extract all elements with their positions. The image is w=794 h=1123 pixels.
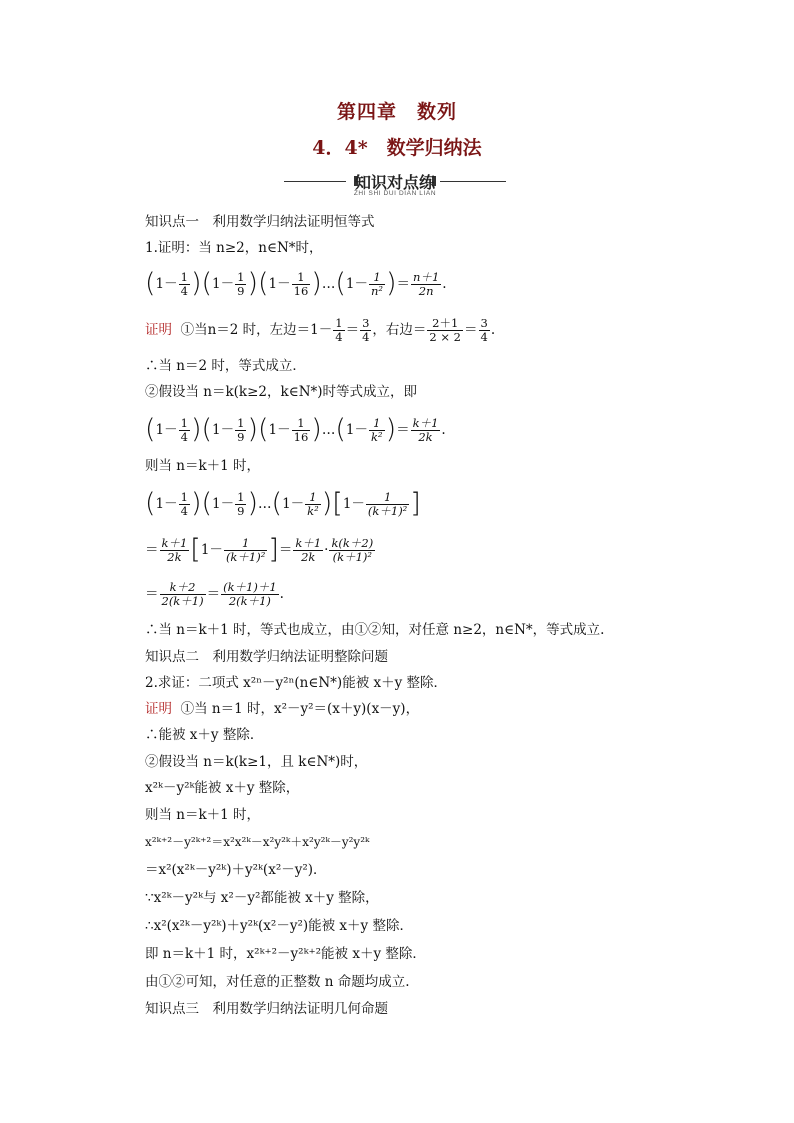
- fraction: $\frac{k+1}{2k}$: [412, 415, 439, 444]
- kp2-heading: 知识点二 利用数学归纳法证明整除问题: [145, 649, 388, 665]
- section-title: 4．4* 数学归纳法: [312, 137, 482, 159]
- fraction: $\frac{1}{4}$: [180, 489, 188, 518]
- kp1-heading: 知识点一 利用数学归纳法证明恒等式: [145, 214, 375, 230]
- fraction: $\frac{n+1}{2n}$: [413, 269, 440, 298]
- fraction: $\frac{k+1}{2k}$: [161, 535, 188, 564]
- kp2-proof-line8: ∵x²ᵏ－y²ᵏ与 x²－y²都能被 x＋y 整除，: [145, 890, 379, 906]
- proof-label: 证明: [145, 322, 172, 338]
- kp1-conclusion: ∴当 n＝k＋1 时，等式也成立，由①②知，对任意 n≥2，n∈N*，等式成立.: [145, 622, 605, 638]
- banner-title: 知识对点练: [354, 173, 435, 192]
- proof-label: 证明: [145, 701, 172, 717]
- fraction: $\frac{1}{\text{k²}}$: [307, 489, 319, 518]
- kp2-proof-line9: ∴x²(x²ᵏ－y²ᵏ)＋y²ᵏ(x²－y²)能被 x＋y 整除．: [145, 918, 413, 934]
- fraction: $\frac{1}{\text{k²}}$: [370, 415, 383, 444]
- kp2-proof-line11: 由①②可知，对任意的正整数 n 命题均成立.: [145, 974, 410, 990]
- kp2-problem: 2.求证：二项式 x²ⁿ－y²ⁿ(n∈N*)能被 x＋y 整除．: [145, 675, 448, 691]
- banner-pinyin: ZHI SHI DUI DIAN LIAN: [353, 190, 437, 197]
- kp2-proof-line7: ＝x²(x²ᵏ－y²ᵏ)＋y²ᵏ(x²－y²)．: [145, 862, 327, 878]
- fraction: $\frac{1}{\text{(k＋1)²}}$: [225, 535, 266, 564]
- fraction: $\frac{1}{4}$: [335, 315, 343, 344]
- fraction: $\frac{2+1}{2 \times 2}$: [429, 315, 462, 344]
- fraction: $\frac{k+1}{2k}$: [295, 535, 322, 564]
- fraction: $\frac{1}{9}$: [237, 415, 245, 444]
- kp1-step3: 则当 n＝k＋1 时，: [145, 458, 261, 474]
- kp2-proof-line10: 即 n＝k＋1 时，x²ᵏ⁺²－y²ᵏ⁺²能被 x＋y 整除．: [145, 946, 426, 962]
- fraction: $\frac{1}{9}$: [237, 269, 245, 298]
- fraction: $\frac{k(k+2)}{\text{(k＋1)²}}$: [331, 535, 374, 564]
- fraction: $\frac{1}{\text{(k＋1)²}}$: [367, 489, 408, 518]
- kp2-proof-line5: 则当 n＝k＋1 时，: [145, 807, 261, 823]
- fraction: $\frac{3}{4}$: [362, 315, 370, 344]
- kp2-proof-line2: ∴能被 x＋y 整除．: [145, 727, 264, 743]
- section-banner: [284, 172, 506, 200]
- fraction: $\frac{(k+1)+1}{2(k+1)}$: [223, 579, 277, 608]
- fraction: $\frac{k+2}{2(k+1)}$: [161, 579, 204, 608]
- fraction: $\frac{1}{16}$: [293, 415, 309, 444]
- kp2-proof-line4: x²ᵏ－y²ᵏ能被 x＋y 整除，: [145, 780, 300, 796]
- kp2-proof-line1: 证明 ①当 n＝1 时，x²－y²＝(x＋y)(x－y)，: [145, 701, 420, 717]
- fraction: $\frac{3}{4}$: [480, 315, 488, 344]
- kp1-expansion: ( 1－ $\frac{1}{4}$ )( 1－ $\frac{1}{9}$ ) … ( 1－ $\frac{1}{\text{k²}}$ )[ 1－ $\frac{1}{\text{(k＋1)²}}$ ]: [145, 488, 421, 519]
- kp2-proof-line3: ②假设当 n＝k(k≥1，且 k∈N*)时，: [145, 754, 368, 770]
- fraction: $\frac{1}{4}$: [180, 269, 188, 298]
- fraction: $\frac{1}{4}$: [180, 415, 188, 444]
- kp1-simplify2: ＝ $\frac{k+2}{2(k+1)}$ ＝ $\frac{(k+1)+1}{2(k+1)}$ .: [145, 579, 284, 608]
- fraction: $\frac{1}{\text{n²}}$: [370, 269, 383, 298]
- kp1-simplify1: ＝ $\frac{k+1}{2k}$ [ 1－ $\frac{1}{\text{(k＋1)²}}$ ] ＝ $\frac{k+1}{2k}$ · $\frac{k(k+2)}{\text{(k＋1)²}}$: [145, 534, 374, 565]
- kp3-heading: 知识点三 利用数学归纳法证明几何命题: [145, 1001, 388, 1017]
- kp1-hypothesis: ( 1－ $\frac{1}{4}$ )( 1－ $\frac{1}{9}$ )( 1－ $\frac{1}{16}$ ) … ( 1－ $\frac{1}{\text{k²}}$ ) ＝ $\frac{k+1}{2k}$ .: [145, 414, 446, 445]
- fraction: $\frac{1}{16}$: [293, 269, 309, 298]
- kp1-step2: ②假设当 n＝k(k≥2，k∈N*)时等式成立，即: [145, 384, 418, 400]
- kp1-step1-conclusion: ∴当 n＝2 时，等式成立．: [145, 358, 306, 374]
- kp1-problem: 1.证明：当 n≥2，n∈N*时，: [145, 240, 323, 256]
- kp1-proof-step1: 证明 ①当n＝2 时，左边＝1－ $\frac{1}{4}$ ＝ $\frac{3}{4}$ ，右边＝ $\frac{2+1}{2 \times 2}$ ＝ $\frac{3}{4}$ .: [145, 315, 496, 344]
- kp2-proof-line6: x²ᵏ⁺²－y²ᵏ⁺²＝x²x²ᵏ－x²y²ᵏ＋x²y²ᵏ－y²y²ᵏ: [145, 835, 370, 849]
- fraction: $\frac{1}{9}$: [237, 489, 245, 518]
- kp1-identity: ( 1－ $\frac{1}{4}$ )( 1－ $\frac{1}{9}$ )( 1－ $\frac{1}{16}$ ) … ( 1－ $\frac{1}{\text{n²}}$ ) ＝ $\frac{n+1}{2n}$ .: [145, 268, 447, 299]
- chapter-title: 第四章 数列: [336, 101, 457, 123]
